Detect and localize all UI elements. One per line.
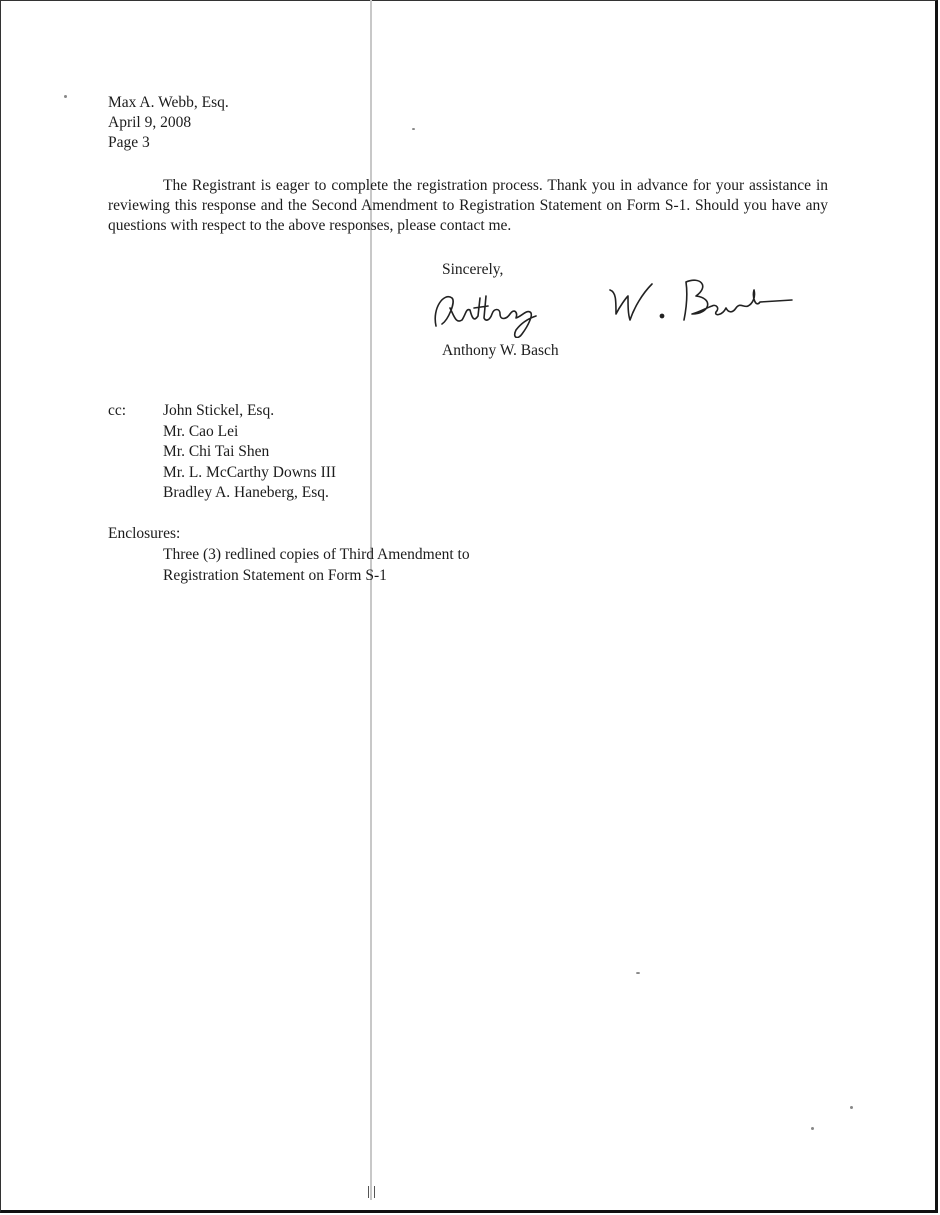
letter-header [108, 93, 229, 153]
recipient-name: Max A. Webb, Esq. [108, 94, 229, 111]
scan-speck [811, 1127, 814, 1130]
cc-recipient-list [163, 401, 336, 504]
scan-speck [850, 1106, 853, 1109]
cc-recipient: Bradley A. Haneberg, Esq. [163, 484, 329, 501]
closing-salutation: Sincerely, [442, 261, 504, 278]
page-number: Page 3 [108, 134, 150, 151]
cc-label: cc: [108, 402, 127, 419]
enclosure-line: Registration Statement on Form S-1 [163, 566, 387, 584]
scan-speck [412, 128, 415, 130]
cc-recipient: Mr. Cao Lei [163, 422, 239, 440]
handwritten-signature [430, 268, 810, 338]
enclosures-list [163, 545, 470, 586]
scan-mark [368, 1186, 375, 1198]
cc-recipient: Mr. Chi Tai Shen [163, 443, 270, 460]
cc-recipient: Mr. L. McCarthy Downs III [163, 463, 337, 481]
enclosures-label: Enclosures: [108, 525, 181, 542]
letter-body [108, 176, 828, 236]
signer-name: Anthony W. Basch [442, 342, 559, 359]
cc-recipient: John Stickel, Esq. [163, 402, 275, 419]
enclosure-line: Three (3) redlined copies of Third Amendment to [163, 546, 470, 563]
body-paragraph: The Registrant is eager to complete the registration process. Thank you in advance for your assistance in reviewing this response and the Second Amendment to Registration Statement on Form S-1. Should you have any questions with respect to the above responses, please contact me. [108, 177, 828, 234]
scan-speck [64, 95, 67, 98]
letter-date: April 9, 2008 [108, 114, 192, 131]
scan-speck [636, 972, 640, 974]
